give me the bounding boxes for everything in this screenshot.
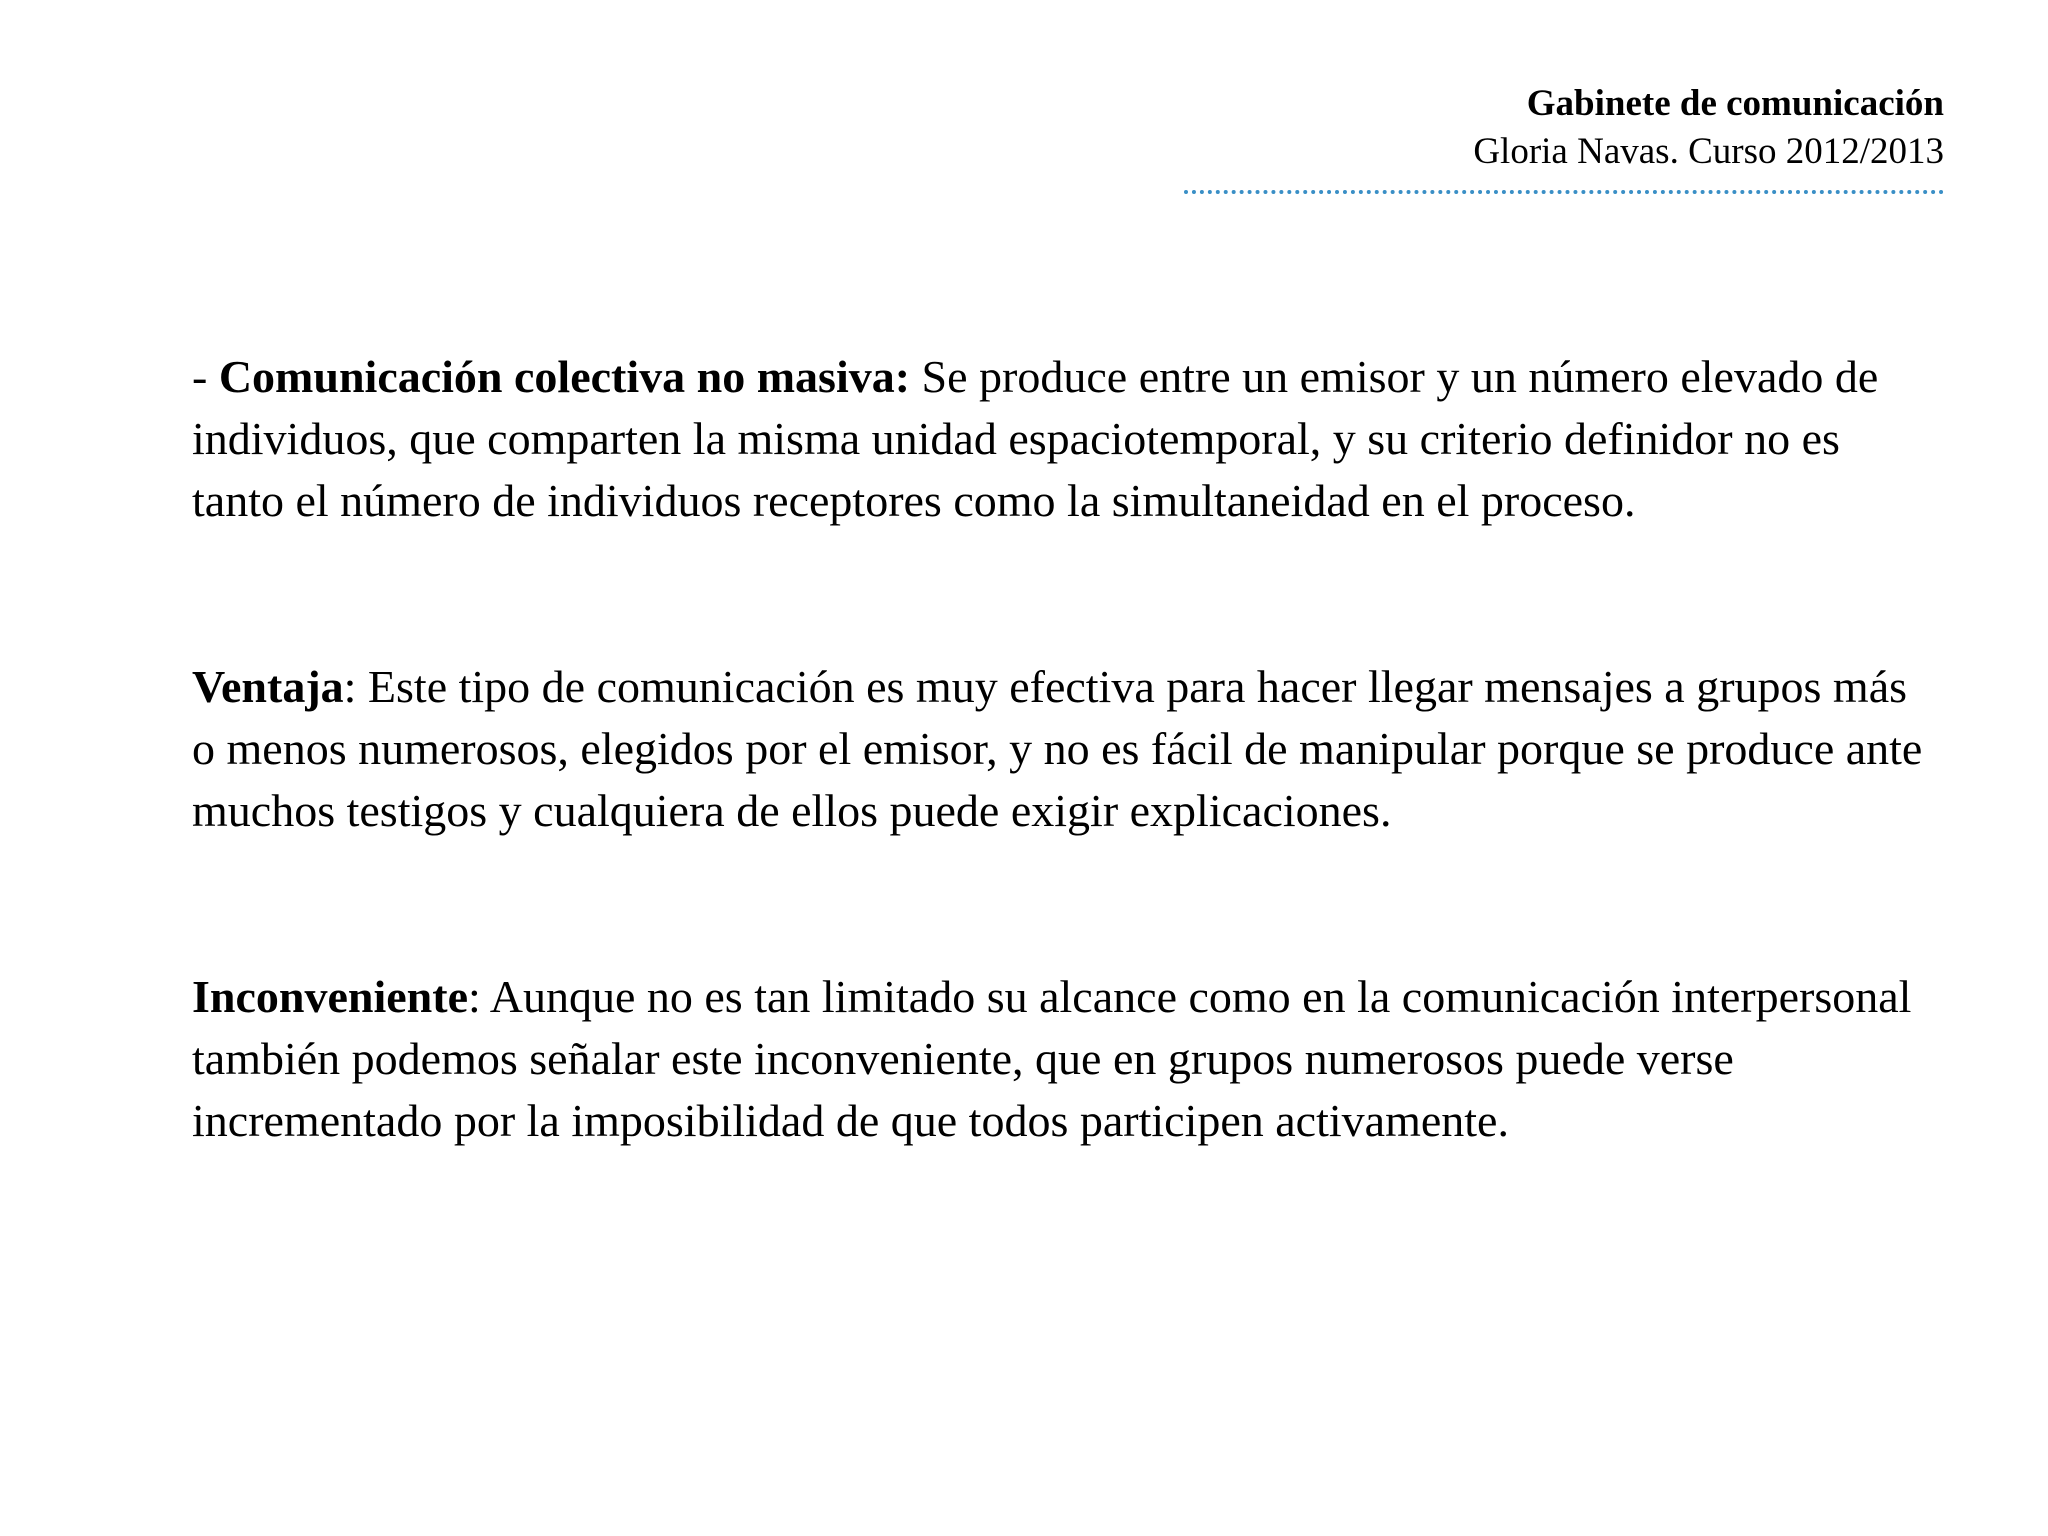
paragraph-lead-term: Comunicación colectiva no masiva: xyxy=(218,351,911,402)
paragraph-lead-term: Ventaja xyxy=(192,661,344,712)
paragraph-lead-term: Inconveniente xyxy=(192,971,468,1022)
slide-body xyxy=(192,346,1932,1276)
page-header xyxy=(1164,80,1944,194)
paragraph-comunicacion-colectiva xyxy=(192,346,1932,532)
paragraph-text: : Este tipo de comunicación es muy efectiva para hacer llegar mensajes a grupos más o menos numerosos, elegidos por el emisor, y no es fácil de manipular porque se produce ante muchos testigos y cualquiera de ellos puede exigir explicaciones. xyxy=(192,661,1923,836)
paragraph-inconveniente xyxy=(192,966,1932,1152)
paragraph-ventaja xyxy=(192,656,1932,842)
header-subtitle: Gloria Navas. Curso 2012/2013 xyxy=(1473,131,1944,172)
paragraph-prefix: - xyxy=(192,351,219,402)
paragraph-text: : Aunque no es tan limitado su alcance como en la comunicación interpersonal también podemos señalar este inconveniente, que en grupos numerosos puede verse incrementado por la imposibilidad de que todos participen activamente. xyxy=(192,971,1912,1146)
header-title: Gabinete de comunicación xyxy=(1526,83,1944,124)
paragraph-text: Se produce entre un emisor y un número elevado de individuos, que comparten la misma unidad espaciotemporal, y su criterio definidor no es tanto el número de individuos receptores como la simultaneidad en el proceso. xyxy=(192,351,1879,526)
header-dotted-rule xyxy=(1184,190,1944,194)
